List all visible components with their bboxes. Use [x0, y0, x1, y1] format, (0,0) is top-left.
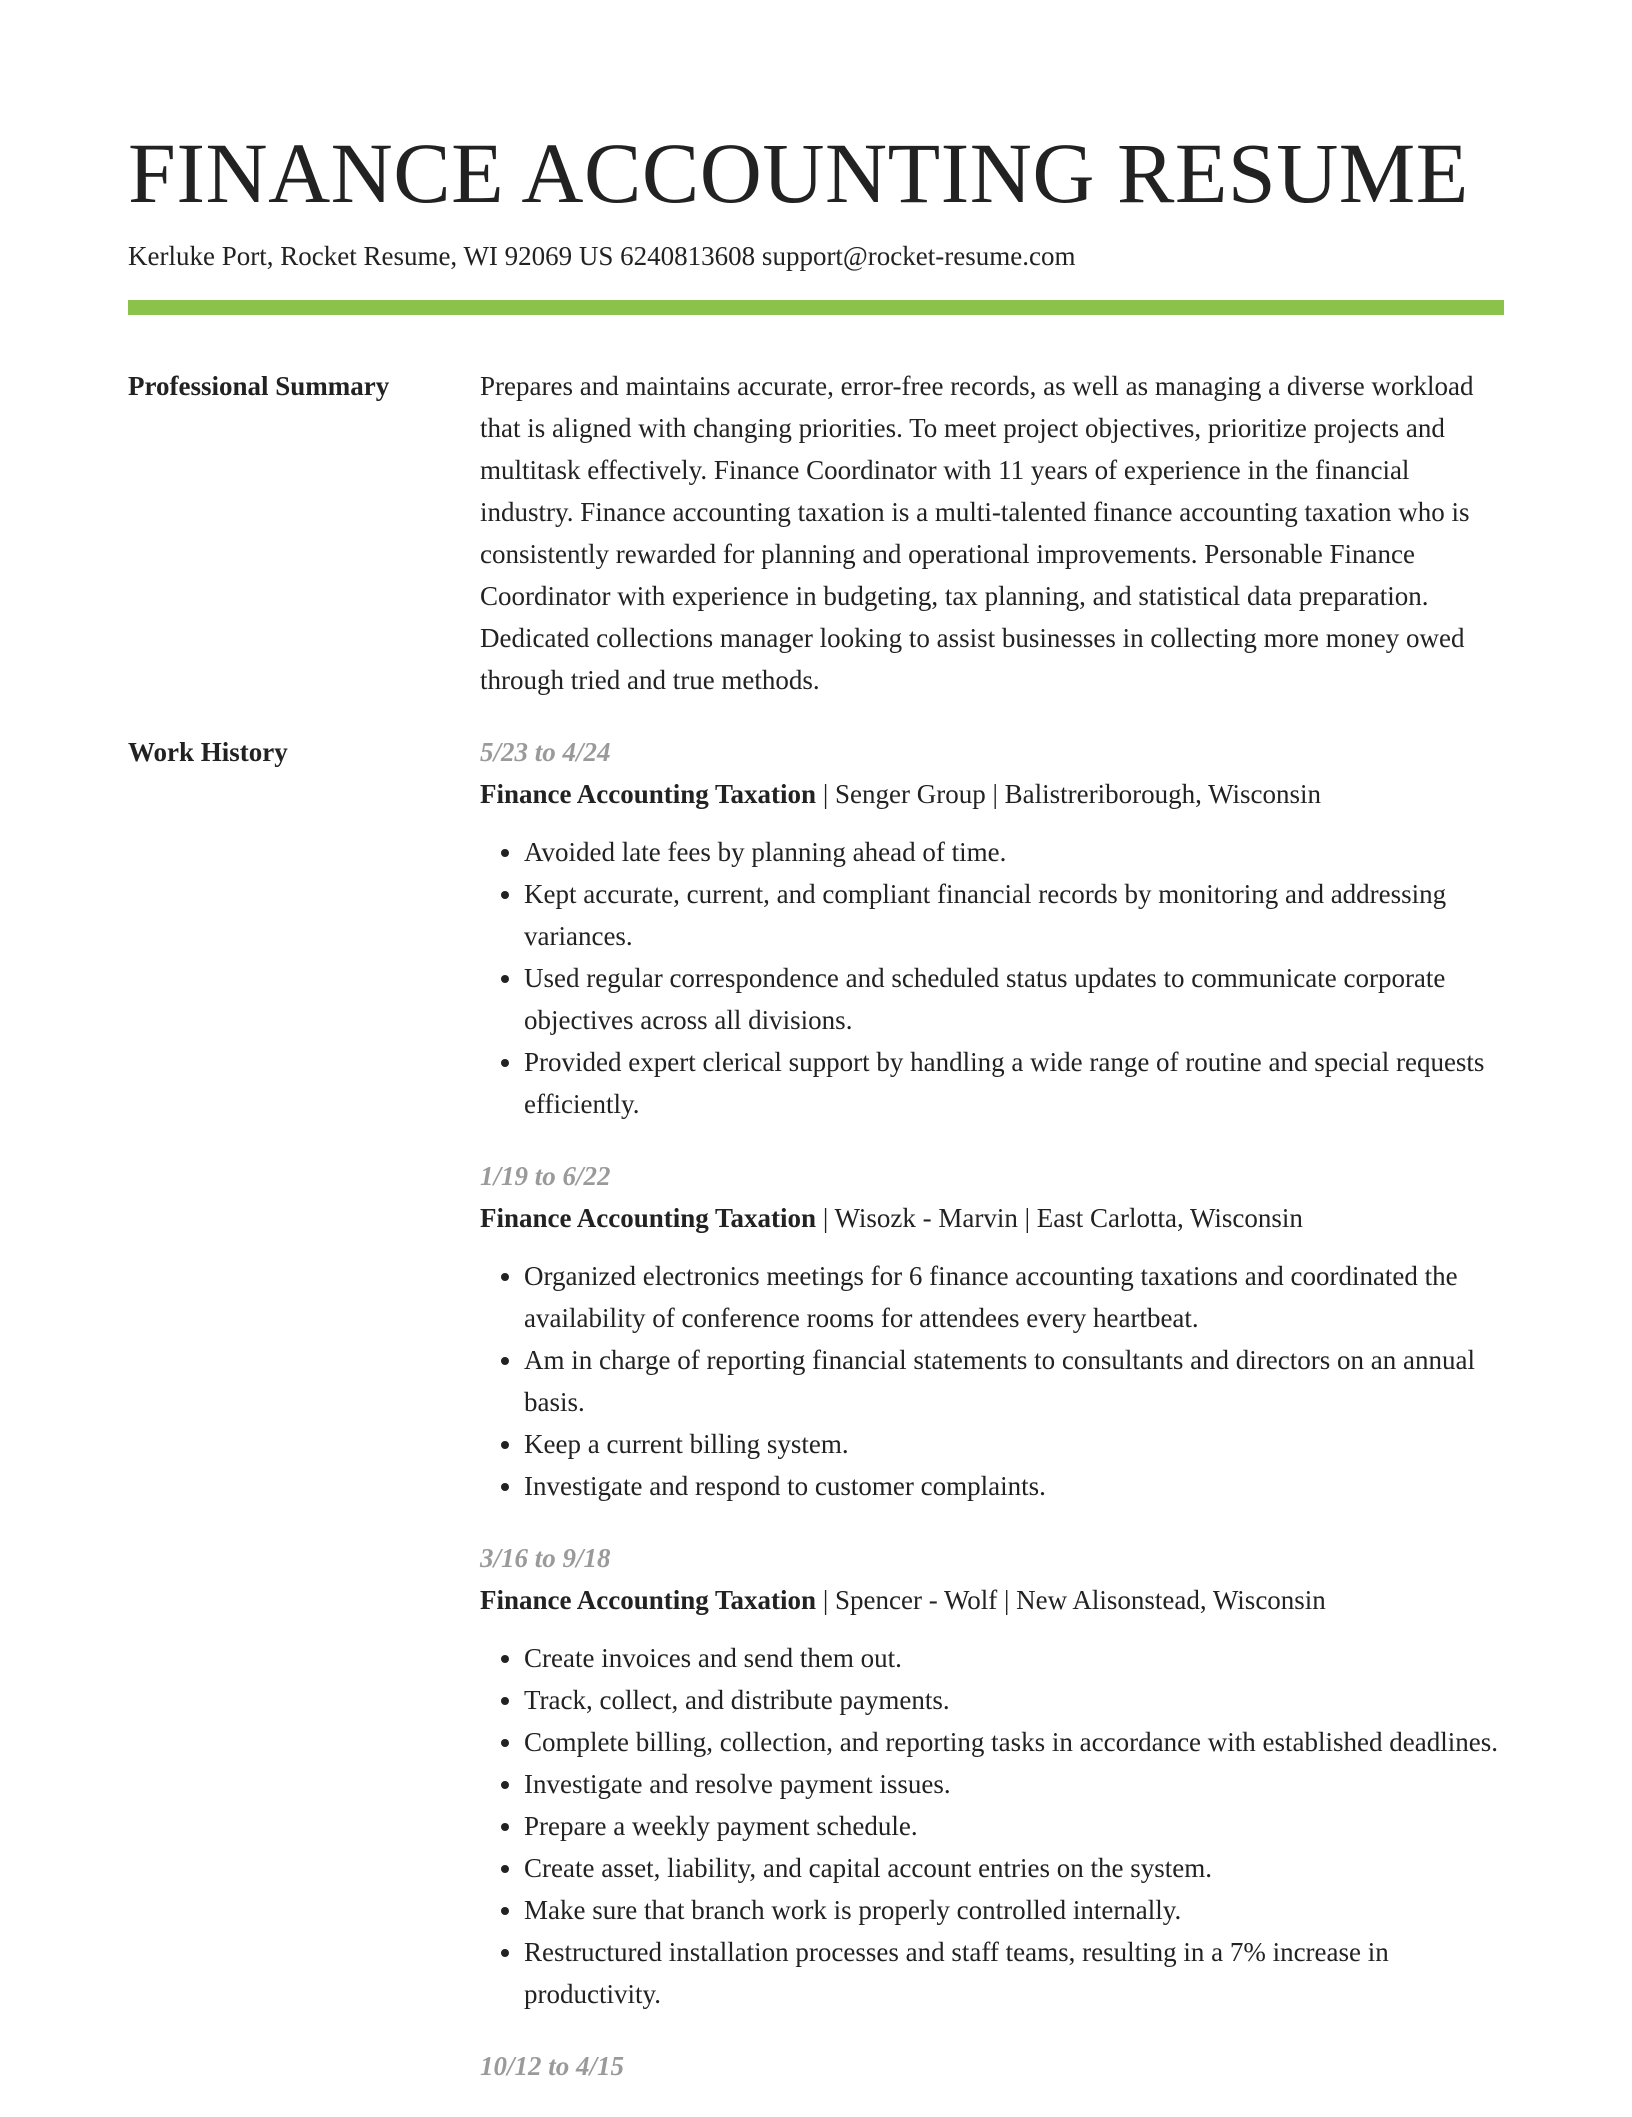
- job-details: | Senger Group | Balistreriborough, Wisconsin: [816, 779, 1321, 809]
- job-bullet: • Avoided late fees by planning ahead of time.: [524, 831, 1504, 873]
- resume-title: FINANCE ACCOUNTING RESUME: [128, 125, 1469, 221]
- resume-page: [128, 0, 1504, 2117]
- job-title: Finance Accounting Taxation: [480, 1203, 817, 1233]
- job-heading: [480, 1579, 1504, 1621]
- job-details: | Wisozk - Marvin | East Carlotta, Wisconsin: [816, 1203, 1303, 1233]
- job-bullet: • Provided expert clerical support by handling a wide range of routine and special requests efficiently.: [524, 1041, 1504, 1125]
- job-dates: 1/19 to 6/22: [480, 1161, 611, 1191]
- job-bullet: • Kept accurate, current, and compliant financial records by monitoring and addressing variances.: [524, 873, 1504, 957]
- job-bullet-list: [480, 1255, 1504, 1507]
- job-bullet: • Restructured installation processes and staff teams, resulting in a 7% increase in productivity.: [524, 1931, 1504, 2015]
- job-heading: [480, 773, 1504, 815]
- job-entry: [480, 1537, 1504, 2015]
- job-title: Finance Accounting Taxation: [480, 1585, 817, 1615]
- job-entry: [480, 731, 1504, 1125]
- job-bullet: • Make sure that branch work is properly controlled internally.: [524, 1889, 1504, 1931]
- summary-body: [480, 365, 1504, 701]
- job-heading: [480, 1197, 1504, 1239]
- job-entry: [480, 1155, 1504, 1507]
- contact-line: Kerluke Port, Rocket Resume, WI 92069 US 6240813608 support@rocket-resume.com: [128, 241, 1076, 271]
- job-bullet: • Investigate and resolve payment issues.: [524, 1763, 1504, 1805]
- professional-summary-section: [128, 365, 1504, 701]
- accent-divider: [128, 300, 1504, 315]
- job-title: Finance Accounting Taxation: [480, 779, 817, 809]
- job-bullet: • Am in charge of reporting financial statements to consultants and directors on an annual basis.: [524, 1339, 1504, 1423]
- job-bullet: • Create asset, liability, and capital account entries on the system.: [524, 1847, 1504, 1889]
- section-label-work-history: Work History: [128, 737, 288, 767]
- job-dates: 5/23 to 4/24: [480, 737, 611, 767]
- job-bullet: • Complete billing, collection, and reporting tasks in accordance with established deadlines.: [524, 1721, 1504, 1763]
- job-entry: [480, 2045, 1504, 2087]
- summary-text: Prepares and maintains accurate, error-free records, as well as managing a diverse workload that is aligned with changing priorities. To meet project objectives, prioritize projects and multitask effectively. Finance Coordinator with 11 years of experience in the financial industry. Finance accounting taxation is a multi-talented finance accounting taxation who is consistently rewarded for planning and operational improvements. Personable Finance Coordinator with experience in budgeting, tax planning, and statistical data preparation. Dedicated collections manager looking to assist businesses in collecting more money owed through tried and true methods.: [480, 371, 1474, 695]
- job-bullet: • Used regular correspondence and scheduled status updates to communicate corporate objectives across all divisions.: [524, 957, 1504, 1041]
- section-label-summary: Professional Summary: [128, 371, 390, 401]
- job-bullet: • Investigate and respond to customer complaints.: [524, 1465, 1504, 1507]
- work-history-section: [128, 731, 1504, 2117]
- job-bullet-list: [480, 1637, 1504, 2015]
- job-bullet: • Track, collect, and distribute payments.: [524, 1679, 1504, 1721]
- job-bullet: • Organized electronics meetings for 6 finance accounting taxations and coordinated the availability of conference rooms for attendees every heartbeat.: [524, 1255, 1504, 1339]
- job-bullet: • Keep a current billing system.: [524, 1423, 1504, 1465]
- job-bullet: • Create invoices and send them out.: [524, 1637, 1504, 1679]
- job-bullet-list: [480, 831, 1504, 1125]
- job-dates: 3/16 to 9/18: [480, 1543, 611, 1573]
- job-bullet: • Prepare a weekly payment schedule.: [524, 1805, 1504, 1847]
- work-history-body: [480, 731, 1504, 2117]
- job-details: | Spencer - Wolf | New Alisonstead, Wisconsin: [816, 1585, 1326, 1615]
- job-dates: 10/12 to 4/15: [480, 2051, 625, 2081]
